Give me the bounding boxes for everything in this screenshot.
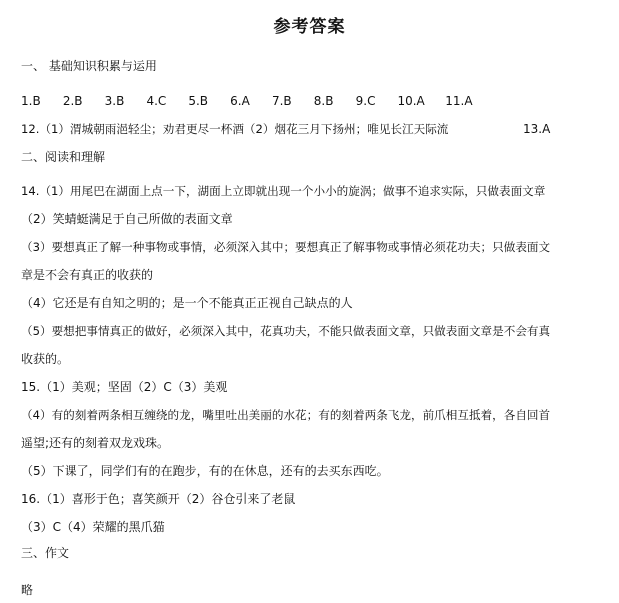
answer-16-1: 16.（1）喜形于色；喜笑颜开（2）谷仓引来了老鼠: [21, 492, 296, 506]
answer-11: 11.A: [445, 94, 473, 108]
page-title: 参考答案: [273, 17, 346, 37]
answer-15-4-cont: 遥望;还有的刻着双龙戏珠。: [21, 436, 170, 450]
answer-3: 3.B: [104, 94, 125, 108]
answer-14-3: （3）要想真正了解一种事物或事情，必须深入其中；要想真正了解事物或事情必须花功夫；只做表面文: [21, 240, 551, 254]
answer-14-3-cont: 章是不会有真正的收获的: [21, 268, 154, 282]
answer-5: 5.B: [188, 94, 208, 108]
answer-13: 13.A: [523, 122, 551, 136]
answer-15-5: （5）下课了，同学们有的在跑步，有的在休息，还有的去买东西吃。: [21, 464, 389, 478]
answer-15-1: 15.（1）美观；坚固（2）C（3）美观: [21, 380, 228, 394]
answer-essay: 略: [21, 583, 34, 597]
section-heading-reading: 二、阅读和理解: [21, 150, 106, 164]
answer-14-2: （2）笑蜻蜓满足于自己所做的表面文章: [21, 212, 233, 226]
answer-4: 4.C: [146, 94, 167, 108]
answer-10: 10.A: [397, 94, 425, 108]
answer-12: 12.（1）渭城朝雨浥轻尘；劝君更尽一杯酒（2）烟花三月下扬州；唯见长江天际流: [21, 122, 449, 136]
answer-14-1: 14.（1）用尾巴在湖面上点一下，湖面上立即就出现一个小小的旋涡；做事不追求实际，只做表面文章: [21, 184, 546, 198]
section-heading-basic: 一、 基础知识积累与运用: [21, 59, 157, 73]
answer-6: 6.A: [230, 94, 250, 108]
answer-14-5-cont: 收获的。: [21, 352, 70, 366]
answer-9: 9.C: [355, 94, 376, 108]
answer-1: 1.B: [21, 94, 41, 108]
answer-2: 2.B: [62, 94, 83, 108]
answer-16-3: （3）C（4）荣耀的黑爪猫: [21, 520, 165, 534]
answer-14-5: （5）要想把事情真正的做好，必须深入其中，花真功夫，不能只做表面文章，只做表面文章是不会有真: [21, 324, 551, 338]
answer-8: 8.B: [313, 94, 334, 108]
section-heading-essay: 三、作文: [21, 546, 70, 560]
answer-15-4: （4）有的刻着两条相互缠绕的龙，嘴里吐出美丽的水花；有的刻着两条飞龙，前爪相互抵着，各自回首: [21, 408, 551, 422]
answer-7: 7.B: [271, 94, 292, 108]
answer-14-4: （4）它还是有自知之明的；是一个不能真正正视自己缺点的人: [21, 296, 353, 310]
choice-answers-row: [21, 93, 485, 109]
